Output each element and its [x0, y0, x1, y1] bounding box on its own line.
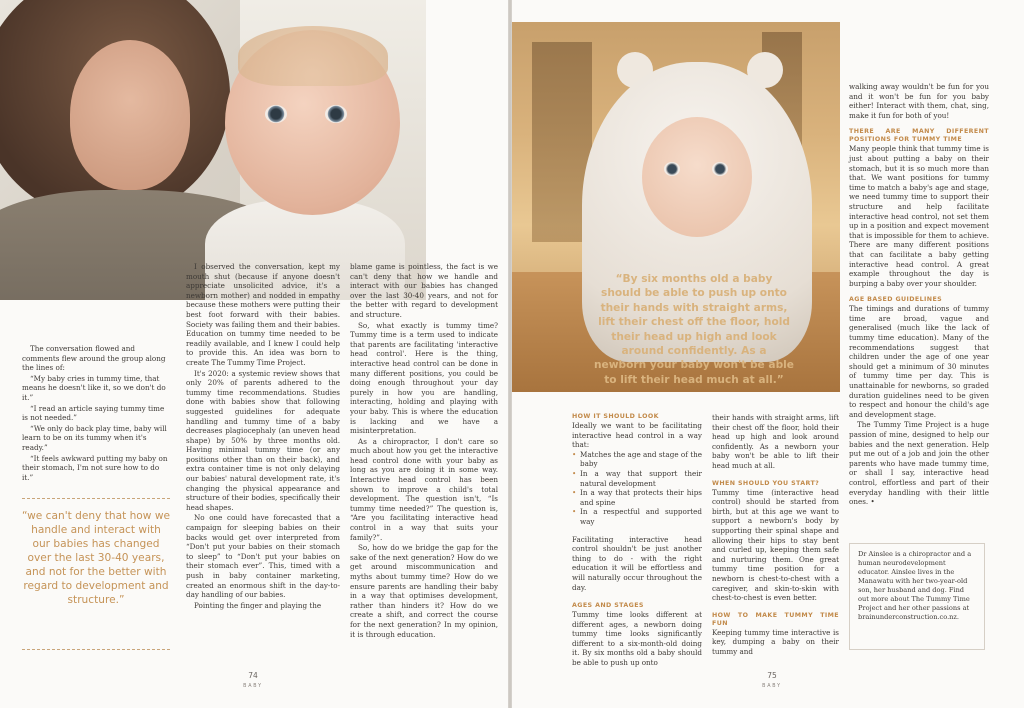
bullet-item: • In a way that protects their hips and spine	[572, 488, 702, 507]
body-paragraph: blame game is pointless, the fact is we can't deny that how we handle and interact with our babies has changed over the last 30-40 years, and not for the better with regard to development and structure.	[350, 262, 498, 319]
left-page	[0, 0, 508, 708]
bullet-item: • In a way that support their natural development	[572, 469, 702, 488]
body-paragraph: Many people think that tummy time is just about putting a baby on their stomach, but it is so much more than that. We want positions for tummy time to match a baby's age and stage, we need tummy time to support their structure and help facilitate interactive head control, not set them up in a position and expect movement that is impossible for them to achieve. There are many different positions that can facilitate a baby getting interactive head control. A great example throughout the day is burping a baby over your shoulder.	[849, 144, 989, 288]
author-bio-box: Dr Ainslee is a chiropractor and a human neurodevelopment educator. Ainslee lives in the Manawatu with her two-year-old son, her husband and dog. Find out more about The Tummy Time Project and her other passions at brainunderconstruction.co.nz.	[849, 543, 985, 650]
intro-quote: “My baby cries in tummy time, that means he doesn't like it, so we don't do it.”	[22, 373, 166, 402]
body-paragraph: Ideally we want to be facilitating interactive head control in a way that:	[572, 421, 702, 450]
body-paragraph: Pointing the finger and playing the	[194, 600, 322, 610]
right-column-1	[572, 413, 702, 668]
section-label-right: BABY	[762, 684, 782, 689]
left-column-2	[186, 262, 340, 610]
left-column-3	[350, 262, 498, 639]
body-paragraph: It's 2020: a systemic review shows that only 20% of parents adhered to the tummy time recommendations. Studies done with babies show that following suggested guidelines for adequate handling and tummy time of a baby decreases plagiocephaly (an uneven head shape) by 50% by three months old. Having minimal tummy time (or any positions other than on their back), and extra container time is not only delaying our babies' natural development rate, it's changing the physical appearance and structure of their bodies, specifically their head shapes.	[186, 368, 340, 512]
heading-when-should-you-start: WHEN SHOULD YOU START?	[712, 479, 820, 487]
body-paragraph: Keeping tummy time interactive is key, dumping a baby on their tummy and	[712, 627, 839, 656]
body-paragraph: walking away wouldn't be fun for you and it won't be fun for you baby either! Interact with them, chat, sing, make it fun for both of you!	[849, 82, 989, 120]
body-paragraph: Tummy time looks different at different ages, a newborn doing tummy time looks significantly different to a six-month-old doing it. By six months old a baby should be able to push up onto	[572, 610, 702, 668]
left-pull-quote: “we can't deny that how we handle and interact with our babies has changed over the last 30-40 years, and not for the better with regard to development and structure.”	[22, 498, 170, 650]
body-paragraph: I observed the conversation, kept my mouth shut (because if anyone doesn't appreciate unsolicited advice, it's a newborn mother) and nodded in empathy because these mothers were putting their best foot forward with their babies. Society was failing them and their babies. Education on tummy time needed to be readily available, and I knew I could help to provide this. An idea was born to create The Tummy Time Project.	[186, 262, 340, 367]
right-page	[512, 0, 1024, 708]
heading-age-based-guidelines: AGE BASED GUIDELINES	[849, 296, 943, 304]
right-column-3	[849, 82, 989, 507]
heading-how-to-make-tummy-time-fun: HOW TO MAKE TUMMY TIME FUN	[712, 611, 839, 627]
right-pull-quote: “By six months old a baby should be able to push up onto their hands with straight arms, lift their chest off the floor, hold their head up high and look around confidently. As a newborn your baby won't be able to lift their head much at all.”	[594, 273, 794, 386]
body-paragraph: Tummy time (interactive head control) should be started from birth, but at this age we want to support a newborn's body by supporting their spinal shape and allowing their hips to stay bent and curled up, keeping them safe and nurturing them. One great tummy time position for a newborn is chest-to-chest with a caregiver, and skin-to-skin with chest-to-chest is even better.	[712, 487, 839, 603]
intro-quote: “We only do back play time, baby will learn to be on its tummy when it's ready.”	[22, 423, 167, 452]
bullet-item: • Matches the age and stage of the baby	[572, 450, 702, 469]
heading-how-it-should-look: HOW IT SHOULD LOOK	[572, 413, 659, 420]
intro-quote: “I read an article saying tummy time is not needed.”	[22, 403, 165, 423]
page-number-right: 75	[767, 671, 777, 680]
body-paragraph: As a chiropractor, I don't care so much about how you get the interactive head control done with your baby as long as you are doing it in some way. Interactive head control has been shown to improve a child's total development. The question isn't, “Is tummy time needed?” The question is, “Are you facilitating interactive head control in a way that suits your family?”.	[350, 436, 498, 542]
bullet-item: • In a respectful and supported way	[572, 507, 702, 526]
body-paragraph: The timings and durations of tummy time are broad, vague and generalised (much like the lack of tummy time education). Many of the recommendations suggest that children under the age of one year should get a minimum of 30 minutes of tummy time per day. This is unattainable for newborns, so graded duration guidelines need to be given to respect and honour the child's age and development stage.	[849, 304, 989, 419]
body-paragraph: So, how do we bridge the gap for the sake of the next generation? How do we get around miscommunication and myths about tummy time? How do we ensure parents are handling their baby in a way that optimises development, rather than hinders it? How do we create a shift, and correct the course for the next generation? In my opinion, it is through education.	[350, 543, 498, 639]
intro-paragraph: The conversation flowed and comments flew around the group along the lines of:	[22, 344, 166, 373]
body-paragraph: Facilitating interactive head control shouldn't be just another thing to do - with the right education it will be effortless and will naturally occur throughout the day.	[572, 534, 702, 592]
intro-quote: “It feels awkward putting my baby on their stomach, I'm not sure how to do it.”	[22, 453, 168, 482]
body-paragraph: So, what exactly is tummy time? Tummy time is a term used to indicate that parents are facilitating 'interactive head control'. Here is the thing, interactive head control can be done in many different positions, you could be doing enough throughout your day purely in how you are handling, interacting, holding and playing with your baby. This is where the education is lacking and we have a misinterpretation.	[350, 320, 498, 436]
page-number-left: 74	[248, 671, 258, 680]
body-paragraph: their hands with straight arms, lift their chest off the floor, hold their head up high and look around confidently. As a newborn your baby won't be able to lift their head much at all.	[712, 413, 839, 470]
bullet-list	[572, 450, 702, 527]
left-intro-column	[22, 344, 172, 482]
mother-and-baby-photo	[0, 0, 426, 300]
body-paragraph: The Tummy Time Project is a huge passion of mine, designed to help our babies and the next generation. Help put me out of a job and join the other parents who have made tummy time, or shall I say, interactive head control, effortless and part of their everyday handling with their little ones. •	[849, 420, 989, 507]
right-column-2	[712, 413, 839, 656]
heading-ages-and-stages: AGES AND STAGES	[572, 602, 644, 610]
heading-positions-for-tummy-time: THERE ARE MANY DIFFERENT POSITIONS FOR TUMMY TIME	[849, 128, 989, 144]
body-paragraph: No one could have forecasted that a campaign for sleeping babies on their backs would get over interpreted from “Don't put your babies on their stomach to sleep” to “Don't put your babies on their stomach ever”. This, timed with a push in baby container marketing, created an enormous shift in the day-to-day handling of our babies.	[186, 513, 340, 600]
section-label-left: BABY	[243, 684, 263, 689]
